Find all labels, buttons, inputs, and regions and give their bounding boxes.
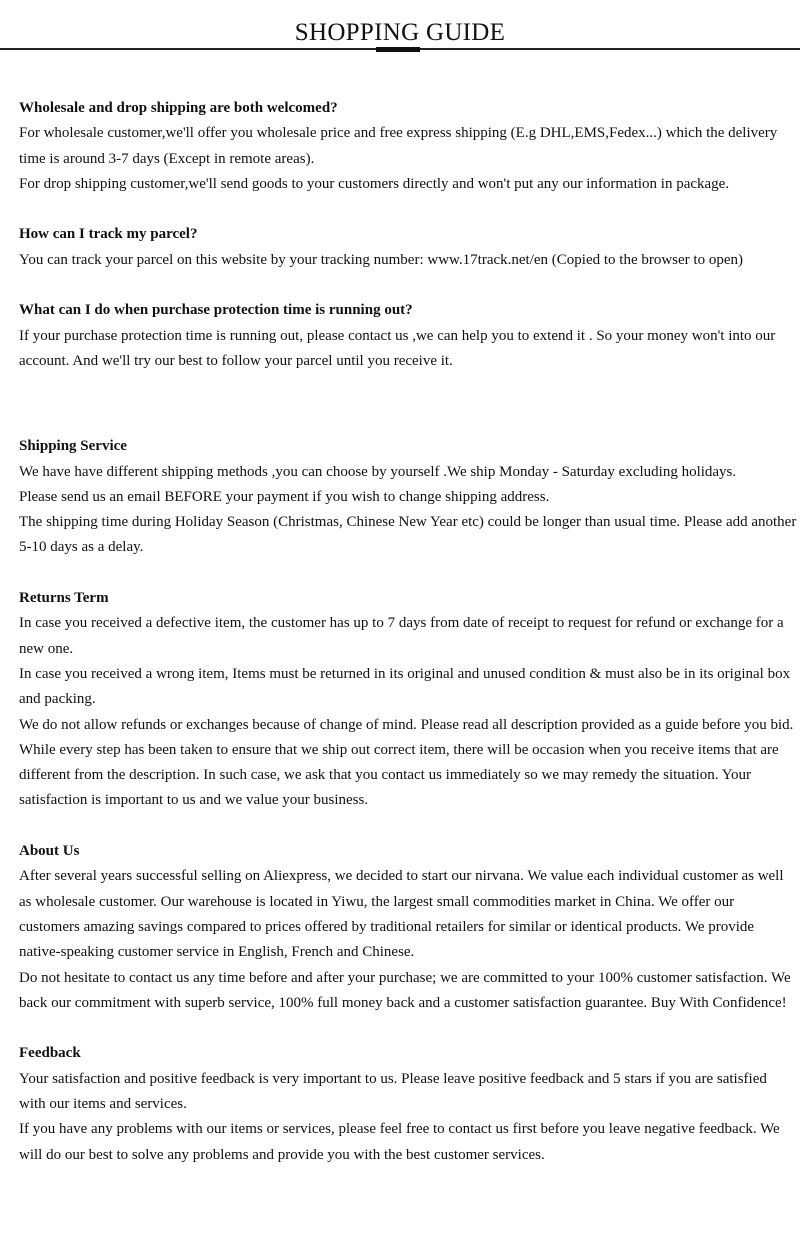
section-paragraph: Do not hesitate to contact us any time before and after your purchase; we are committed to your 100% customer satisfaction. We back our commitment with superb service, 100% full money back and a customer satisfaction guarantee. Buy With Confidence! <box>19 969 791 1011</box>
section-paragraph: If you have any problems with our items or services, please feel free to contact us first before you leave negative feedback. We will do our best to solve any problems and provide you with the best customer services. <box>19 1121 780 1163</box>
section-heading: About Us <box>19 843 80 860</box>
section-purchase-protection <box>19 298 797 374</box>
section-heading: Feedback <box>19 1045 81 1062</box>
section-wholesale <box>19 96 797 197</box>
section-tracking <box>19 222 797 273</box>
section-paragraph: For drop shipping customer,we'll send goods to your customers directly and won't put any our information in package. <box>19 175 730 192</box>
section-heading: Shipping Service <box>19 438 127 455</box>
section-paragraph: The shipping time during Holiday Season (Christmas, Chinese New Year etc) could be longer than usual time. Please add another 5-10 days as a delay. <box>19 514 797 556</box>
page-title: SHOPPING GUIDE <box>294 19 506 46</box>
section-heading: Wholesale and drop shipping are both welcomed? <box>19 100 338 116</box>
section-paragraph: Your satisfaction and positive feedback is very important to us. Please leave positive feedback and 5 stars if you are satisfied with our items and services. <box>19 1070 767 1112</box>
section-about-us <box>19 839 797 1016</box>
guide-content <box>19 96 797 1168</box>
page-header <box>0 0 800 60</box>
section-heading: What can I do when purchase protection time is running out? <box>19 302 413 319</box>
section-paragraph: In case you received a wrong item, Items must be returned in its original and unused condition & must also be in its original box and packing. <box>19 665 791 708</box>
section-paragraph: We have have different shipping methods ,you can choose by yourself .We ship Monday - Saturday excluding holidays. <box>19 463 737 480</box>
section-paragraph: In case you received a defective item, the customer has up to 7 days from date of receipt to request for refund or exchange for a new one. <box>19 615 784 657</box>
section-paragraph: If your purchase protection time is running out, please contact us ,we can help you to extend it . So your money won't into our account. And we'll try our best to follow your parcel until you receive it. <box>19 327 776 369</box>
section-paragraph: We do not allow refunds or exchanges because of change of mind. Please read all description provided as a guide before you bid. <box>19 716 794 733</box>
section-feedback <box>19 1041 797 1167</box>
section-paragraph: Please send us an email BEFORE your payment if you wish to change shipping address. <box>19 488 550 505</box>
section-paragraph: After several years successful selling on Aliexpress, we decided to start our nirvana. We value each individual customer as well as wholesale customer. Our warehouse is located in Yiwu, the largest small commodities market in China. We offer our customers amazing savings compared to prices offered by traditional retailers for similar or identical products. We provide native-speaking customer service in English, French and Chinese. <box>19 868 784 961</box>
section-paragraph: For wholesale customer,we'll offer you wholesale price and free express shipping (E.g DHL,EMS,Fedex...) which the delivery time is around 3-7 days (Except in remote areas). <box>19 125 778 167</box>
section-returns-term <box>19 586 797 814</box>
header-accent-bar <box>376 47 420 52</box>
section-paragraph: You can track your parcel on this website by your tracking number: www.17track.net/en (Copied to the browser to open) <box>19 251 743 268</box>
section-heading: How can I track my parcel? <box>19 226 198 243</box>
section-paragraph: While every step has been taken to ensure that we ship out correct item, there will be occasion when you receive items that are different from the description. In such case, we ask that you contact us immediately so we may remedy the situation. Your satisfaction is important to us and we value your business. <box>19 741 779 809</box>
section-heading: Returns Term <box>19 590 109 607</box>
section-shipping-service <box>19 434 797 560</box>
